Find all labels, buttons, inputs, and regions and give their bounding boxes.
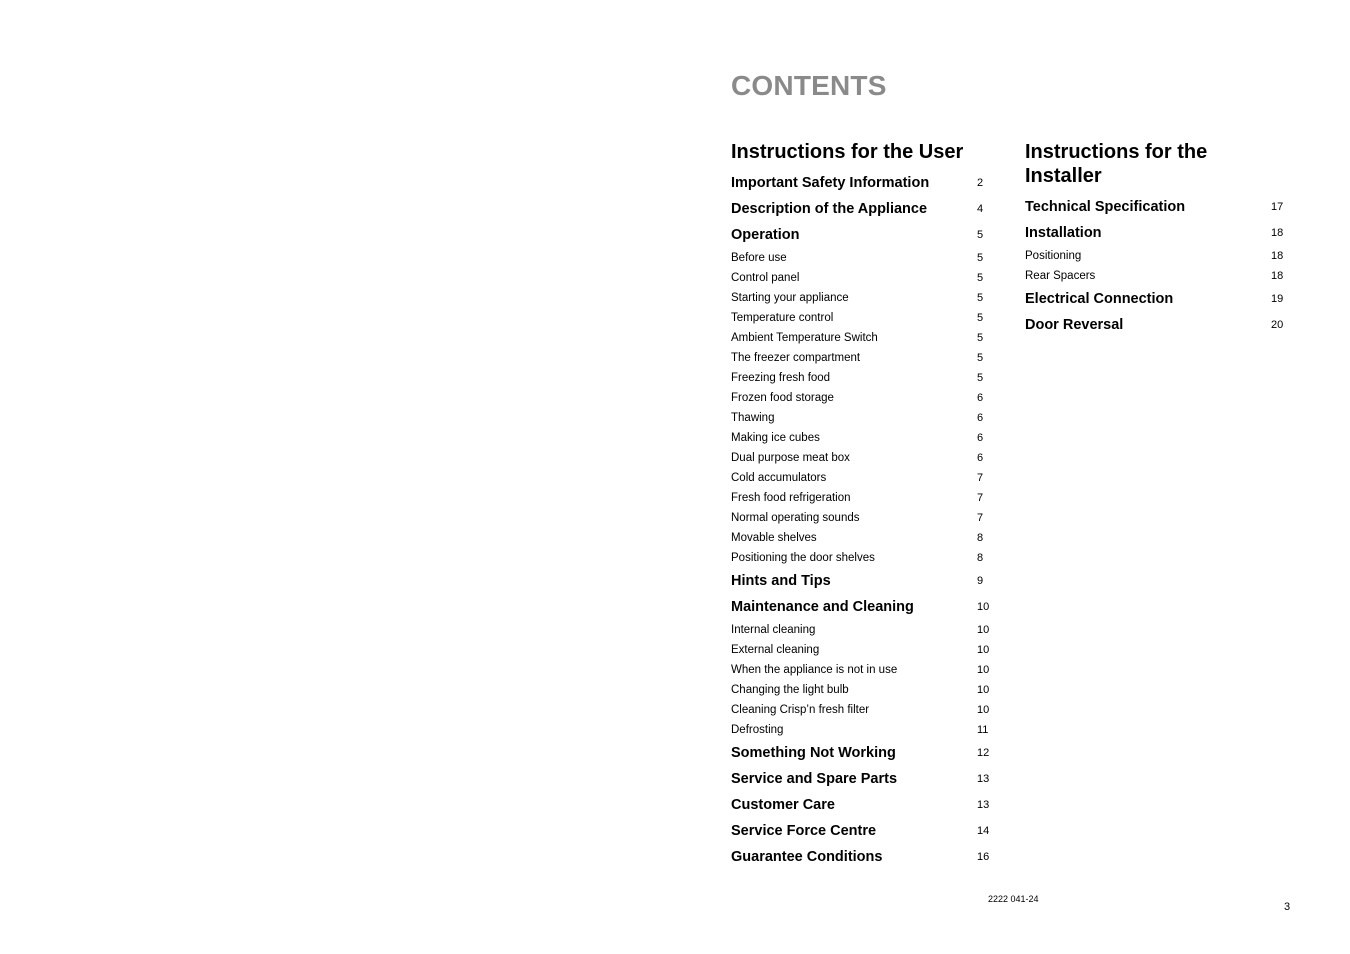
toc-section-entry [1025,194,1285,220]
toc-entry-page-number: 5 [977,372,984,384]
toc-entry-page-number: 9 [977,575,984,587]
toc-entry-label: Cleaning Crisp’n fresh filter [731,704,870,716]
toc-entry-page-number: 10 [977,704,990,716]
toc-entry-page-number: 5 [977,272,984,284]
toc-entry-page-number: 18 [1271,250,1284,262]
toc-entry-label: Customer Care [731,797,835,813]
toc-section-entry [731,740,991,766]
toc-section-entry [731,594,991,620]
toc-entry-page-number: 5 [977,229,984,241]
installer-instructions-column [1025,140,1285,338]
toc-entry-page-number: 17 [1271,201,1284,213]
toc-entry-page-number: 5 [977,252,984,264]
toc-entry-label: Important Safety Information [731,175,930,191]
toc-entry-label: Door Reversal [1025,317,1124,333]
toc-entry-page-number: 18 [1271,270,1284,282]
toc-entry-page-number: 14 [977,825,990,837]
toc-entry-label: Something Not Working [731,745,896,761]
toc-entry-page-number: 16 [977,851,990,863]
toc-subsection-entry [731,368,991,388]
toc-section-entry [731,792,991,818]
toc-entry-label: Ambient Temperature Switch [731,332,878,344]
toc-entry-label: Positioning the door shelves [731,552,875,564]
toc-entry-label: Positioning [1025,250,1082,262]
toc-entry-page-number: 10 [977,601,990,613]
toc-subsection-entry [731,388,991,408]
toc-entry-page-number: 2 [977,177,984,189]
toc-entry-page-number: 6 [977,452,984,464]
toc-entry-page-number: 12 [977,747,990,759]
toc-entry-label: Maintenance and Cleaning [731,599,914,615]
toc-entry-label: Defrosting [731,724,784,736]
toc-entry-page-number: 20 [1271,319,1284,331]
toc-subsection-entry [731,248,991,268]
toc-entry-label: Cold accumulators [731,472,827,484]
toc-subsection-entry [731,548,991,568]
toc-subsection-entry [1025,246,1285,266]
toc-entry-page-number: 13 [977,773,990,785]
toc-subsection-entry [731,408,991,428]
toc-entry-page-number: 6 [977,392,984,404]
toc-entry-page-number: 8 [977,532,984,544]
toc-entry-label: When the appliance is not in use [731,664,898,676]
user-toc-list [731,170,991,870]
toc-section-entry [731,196,991,222]
toc-entry-label: Description of the Appliance [731,201,928,217]
toc-subsection-entry [731,488,991,508]
toc-entry-label: Starting your appliance [731,292,849,304]
installer-instructions-heading: Instructions for the Installer [1025,141,1208,187]
toc-entry-label: Freezing fresh food [731,372,831,384]
toc-section-entry [1025,220,1285,246]
toc-section-entry [1025,286,1285,312]
toc-section-entry [731,170,991,196]
toc-entry-label: Operation [731,227,800,243]
toc-entry-label: Rear Spacers [1025,270,1096,282]
toc-entry-page-number: 7 [977,492,984,504]
toc-entry-page-number: 6 [977,412,984,424]
toc-entry-label: Normal operating sounds [731,512,860,524]
user-instructions-heading: Instructions for the User [731,141,964,163]
toc-entry-page-number: 19 [1271,293,1284,305]
toc-entry-page-number: 10 [977,664,990,676]
toc-entry-label: Temperature control [731,312,834,324]
toc-entry-page-number: 10 [977,644,990,656]
toc-entry-label: Guarantee Conditions [731,849,883,865]
toc-subsection-entry [731,680,991,700]
user-instructions-column [731,140,991,870]
toc-entry-page-number: 5 [977,312,984,324]
toc-section-entry [731,818,991,844]
toc-subsection-entry [731,528,991,548]
toc-entry-page-number: 8 [977,552,984,564]
toc-section-entry [1025,312,1285,338]
toc-entry-page-number: 7 [977,472,984,484]
toc-entry-label: Thawing [731,412,775,424]
toc-section-entry [731,844,991,870]
toc-subsection-entry [731,720,991,740]
toc-subsection-entry [731,328,991,348]
toc-section-entry [731,568,991,594]
page-title: CONTENTS [731,70,887,101]
installer-toc-list [1025,194,1285,338]
toc-subsection-entry [731,468,991,488]
toc-subsection-entry [731,620,991,640]
toc-subsection-entry [731,508,991,528]
toc-entry-label: Technical Specification [1025,199,1186,215]
toc-entry-label: Making ice cubes [731,432,820,444]
toc-entry-page-number: 10 [977,684,990,696]
toc-entry-label: Internal cleaning [731,624,816,636]
toc-entry-label: External cleaning [731,644,820,656]
toc-entry-label: Control panel [731,272,800,284]
toc-entry-page-number: 6 [977,432,984,444]
toc-section-entry [731,222,991,248]
toc-section-entry [731,766,991,792]
toc-entry-label: Installation [1025,225,1102,241]
toc-entry-page-number: 10 [977,624,990,636]
toc-subsection-entry [731,640,991,660]
toc-subsection-entry [731,348,991,368]
toc-entry-page-number: 11 [977,724,989,736]
toc-entry-label: Frozen food storage [731,392,834,404]
toc-entry-page-number: 4 [977,203,984,215]
toc-subsection-entry [731,700,991,720]
toc-entry-page-number: 7 [977,512,984,524]
toc-subsection-entry [731,288,991,308]
toc-subsection-entry [731,428,991,448]
toc-subsection-entry [731,268,991,288]
toc-entry-page-number: 13 [977,799,990,811]
toc-entry-label: Service Force Centre [731,823,877,839]
toc-entry-label: Movable shelves [731,532,817,544]
toc-entry-label: Changing the light bulb [731,684,849,696]
toc-entry-page-number: 5 [977,332,984,344]
toc-entry-page-number: 5 [977,292,984,304]
document-code: 2222 041-24 [988,894,1039,904]
toc-entry-label: Before use [731,252,787,264]
toc-subsection-entry [731,308,991,328]
toc-entry-label: Fresh food refrigeration [731,492,851,504]
toc-subsection-entry [1025,266,1285,286]
toc-entry-label: Electrical Connection [1025,291,1174,307]
page-number: 3 [1284,901,1291,913]
toc-entry-label: Service and Spare Parts [731,771,898,787]
toc-entry-label: The freezer compartment [731,352,861,364]
toc-subsection-entry [731,448,991,468]
toc-entry-label: Dual purpose meat box [731,452,850,464]
toc-entry-page-number: 18 [1271,227,1284,239]
toc-subsection-entry [731,660,991,680]
toc-entry-page-number: 5 [977,352,984,364]
toc-entry-label: Hints and Tips [731,573,831,589]
